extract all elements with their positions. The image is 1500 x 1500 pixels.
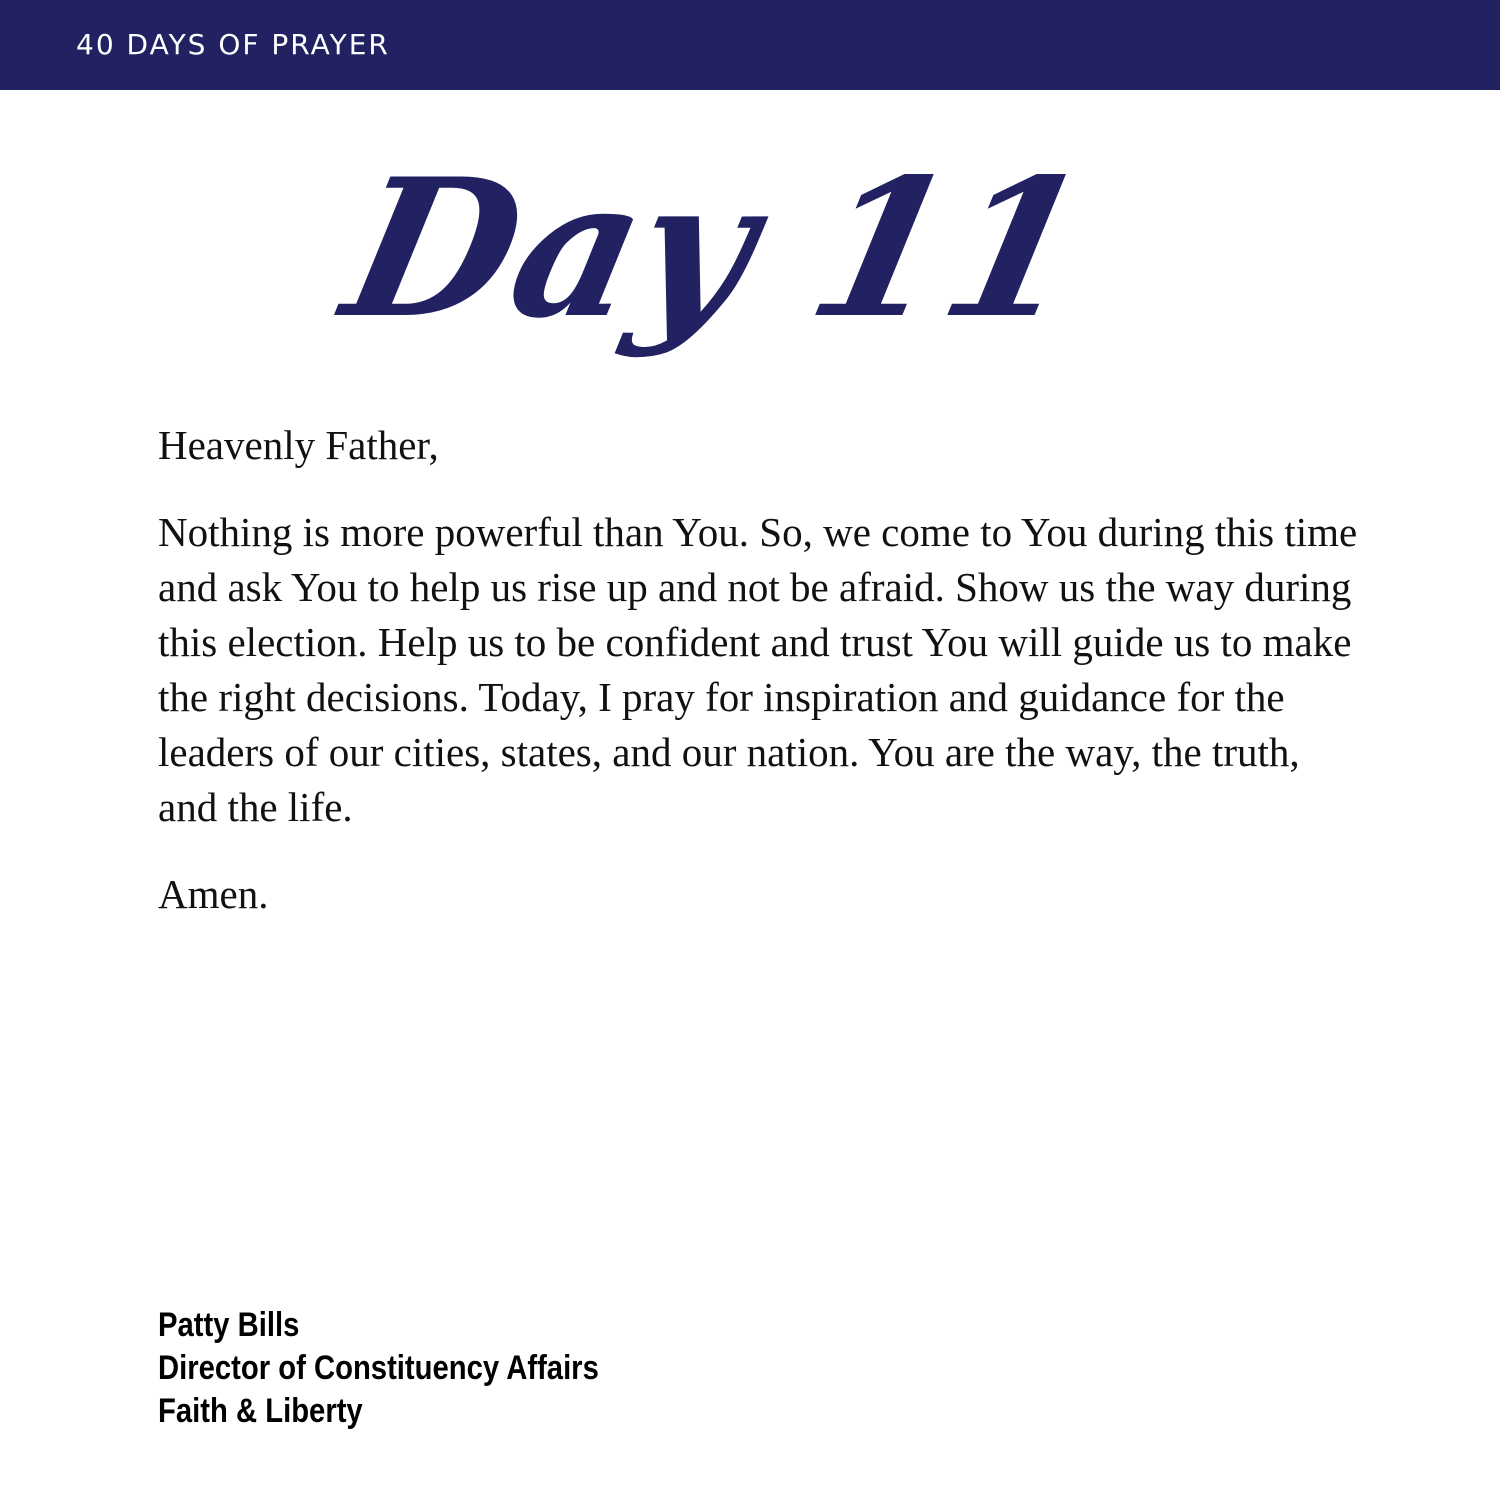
prayer-closing: Amen.: [158, 871, 269, 917]
signature-role: Director of Constituency Affairs: [158, 1349, 599, 1387]
banner-title: 40 DAYS OF PRAYER: [76, 28, 390, 61]
day-heading: [328, 137, 1105, 390]
prayer-body-paragraph: Nothing is more powerful than You. So, we come to You during this time and ask You to help us rise up and not be afraid. Show us the way during this election. Help us to be confident and trust You will guide us to make the right decisions. Today, I pray for inspiration and guidance for the leaders of our cities, states, and our nation. You are the way, the truth, and the life.: [158, 509, 1358, 830]
prayer-text: [158, 418, 1358, 954]
day-heading-lettering: [328, 137, 1105, 390]
prayer-salutation: Heavenly Father,: [158, 422, 439, 468]
signature-organization: Faith & Liberty: [158, 1392, 363, 1430]
signature-block: [158, 1304, 599, 1433]
day-heading-text: Day 11: [328, 137, 1105, 361]
top-banner: [0, 0, 1500, 90]
signature-name: Patty Bills: [158, 1306, 300, 1344]
